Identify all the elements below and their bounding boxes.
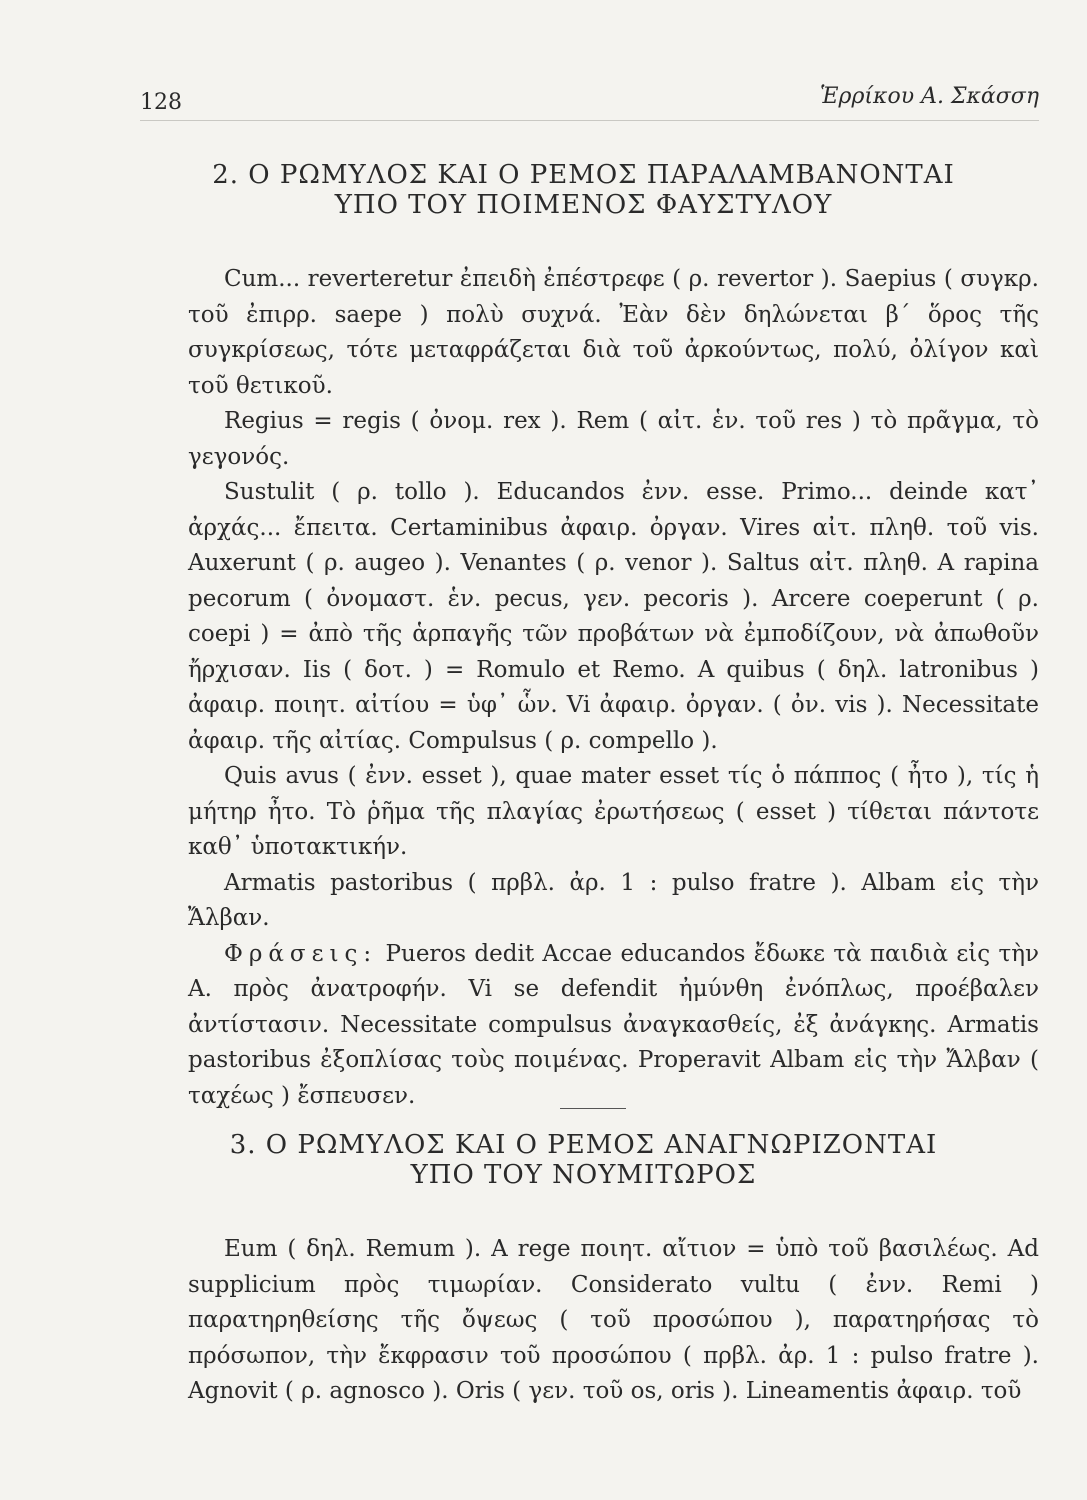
section-2-title [150,160,1017,220]
page-header [140,84,1039,121]
section-2-title-line-1: 2. Ο ΡΩΜΥΛΟΣ ΚΑΙ Ο ΡΕΜΟΣ ΠΑΡΑΛΑΜΒΑΝΟΝΤΑΙ [212,160,955,190]
paragraph: Regius = regis ( ὀνομ. rex ). Rem ( αἰτ. ἑν. τοῦ res ) τὸ πρᾶγμα, τὸ γεγονός. [188,408,1039,470]
page-number: 128 [140,90,182,115]
section-3-title-line-2: ΥΠΟ ΤΟΥ ΝΟΥΜΙΤΩΡΟΣ [410,1160,757,1190]
section-2-title-line-2: ΥΠΟ ΤΟΥ ΠΟΙΜΕΝΟΣ ΦΑΥΣΤΥΛΟΥ [334,190,833,220]
phrases-paragraph [188,937,1039,1115]
section-3-body [188,1232,1039,1410]
paragraph: Armatis pastoribus ( πρβλ. ἀρ. 1 : pulso fratre ). Albam εἰς τὴν Ἄλβαν. [188,869,1039,931]
paragraph: Quis avus ( ἐνν. esset ), quae mater esset τίς ὁ πάππος ( ἦτο ), τίς ἡ μήτηρ ἦτο. Τὸ ῥῆμα τῆς πλαγίας ἐρωτήσεως ( esset ) τίθεται πάντοτε καθ᾽ ὑποτακτικήν. [188,763,1039,860]
phrases-label: Φράσεις: [224,940,378,967]
paragraph: Sustulit ( ρ. tollo ). Educandos ἐνν. esse. Primo... deinde κατ᾽ ἀρχάς... ἔπειτα. Certaminibus ἀφαιρ. ὀργαν. Vires αἰτ. πληθ. τοῦ vis. Auxerunt ( ρ. augeo ). Venantes ( ρ. venor ). Saltus αἰτ. πληθ. A rapina pecorum ( ὀνομαστ. ἑν. pecus, γεν. pecoris ). Arcere coeperunt ( ρ. coepi ) = ἀπὸ τῆς ἁρπαγῆς τῶν προβάτων νὰ ἐμποδίζουν, νὰ ἀπωθοῦν ἤρχισαν. Iis ( δοτ. ) = Romulo et Remo. A quibus ( δηλ. latronibus ) ἀφαιρ. ποιητ. αἰτίου = ὑφ᾽ ὧν. Vi ἀφαιρ. ὀργαν. ( ὀν. vis ). Necessitate ἀφαιρ. τῆς αἰτίας. Compulsus ( ρ. compello ). [188,479,1039,754]
section-3-title-line-1: 3. Ο ΡΩΜΥΛΟΣ ΚΑΙ Ο ΡΕΜΟΣ ΑΝΑΓΝΩΡΙΖΟΝΤΑΙ [229,1130,938,1160]
section-3-title [150,1130,1017,1190]
phrases-text: Pueros dedit Accae educandos ἔδωκε τὰ παιδιὰ εἰς τὴν Α. πρὸς ἀνατροφήν. Vi se defendit ἠμύνθη ἐνόπλως, προέβαλεν ἀντίστασιν. Necessitate compulsus ἀναγκασθείς, ἐξ ἀνάγκης. Armatis pastoribus ἐξοπλίσας τοὺς ποιμένας. Properavit Albam εἰς τὴν Ἄλβαν ( ταχέως ) ἔσπευσεν. [188,940,1039,1109]
section-divider [560,1108,626,1109]
paragraph: Eum ( δηλ. Remum ). A rege ποιητ. αἴτιον = ὑπὸ τοῦ βασιλέως. Ad supplicium πρὸς τιμωρίαν. Considerato vultu ( ἐνν. Remi ) παρατηρηθείσης τῆς ὄψεως ( τοῦ προσώπου ), παρατηρήσας τὸ πρόσωπον, τὴν ἔκφρασιν τοῦ προσώπου ( πρβλ. ἀρ. 1 : pulso fratre ). Agnovit ( ρ. agnosco ). Oris ( γεν. τοῦ os, oris ). Lineamentis ἀφαιρ. τοῦ [188,1236,1039,1404]
section-2-body [188,262,1039,1114]
running-head: Ἑρρίκου Α. Σκάσση [820,84,1039,109]
paragraph: Cum... reverteretur ἐπειδὴ ἐπέστρεφε ( ρ. revertor ). Saepius ( συγκρ. τοῦ ἐπιρρ. saepe ) πολὺ συχνά. Ἐὰν δὲν δηλώνεται β΄ ὅρος τῆς συγκρίσεως, τότε μεταφράζεται διὰ τοῦ ἀρκούντως, πολύ, ὀλίγον καὶ τοῦ θετικοῦ. [188,266,1039,399]
